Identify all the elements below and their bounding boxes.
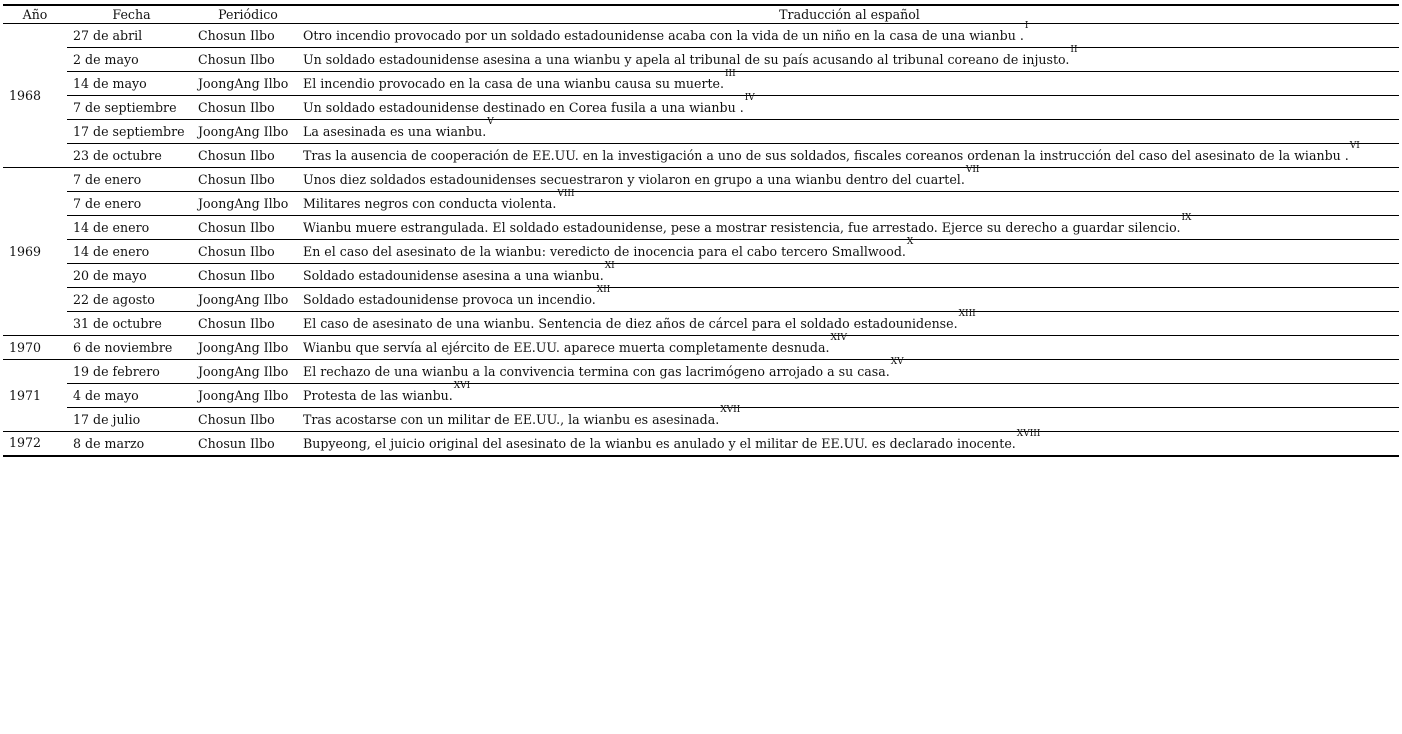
date-cell: 19 de febrero	[67, 360, 196, 384]
table-row	[3, 144, 1399, 168]
date-cell: 20 de mayo	[67, 264, 196, 288]
header-year: Año	[3, 5, 67, 24]
newspaper-cell: JoongAng Ilbo	[196, 192, 300, 216]
footnote-marker: XI	[604, 261, 615, 271]
footnote-marker: VIII	[557, 189, 575, 199]
translation-cell	[300, 261, 1399, 288]
translation-cell	[300, 405, 1399, 432]
date-cell: 14 de mayo	[67, 72, 196, 96]
date-cell: 17 de julio	[67, 408, 196, 432]
newspaper-cell: JoongAng Ilbo	[196, 72, 300, 96]
footnote-marker: IV	[744, 93, 755, 103]
translation-text: Tras la ausencia de cooperación de EE.UU. en la investigación a uno de sus soldados, fiscales coreanos ordenan la instrucción del caso del asesinato de la wianbu .	[303, 148, 1349, 163]
footnote-marker: XIII	[958, 309, 976, 319]
footnote-marker: XVIII	[1016, 428, 1041, 439]
year-cell: 1970	[3, 336, 67, 360]
newspaper-cell: Chosun Ilbo	[196, 408, 300, 432]
table-row	[3, 312, 1399, 336]
translation-text: Wianbu que servía al ejército de EE.UU. aparece muerta completamente desnuda.	[303, 340, 830, 355]
header-row	[3, 5, 1399, 24]
translation-cell	[300, 333, 1399, 360]
newspaper-cell: Chosun Ilbo	[196, 240, 300, 264]
translation-text: Unos diez soldados estadounidenses secuestraron y violaron en grupo a una wianbu dentro del cuartel.	[303, 172, 965, 187]
translation-text: Tras acostarse con un militar de EE.UU., la wianbu es asesinada.	[303, 412, 720, 427]
table-row	[3, 408, 1399, 432]
date-cell: 4 de mayo	[67, 384, 196, 408]
table-body	[3, 21, 1399, 456]
table-row	[3, 384, 1399, 408]
newspaper-cell: Chosun Ilbo	[196, 168, 300, 192]
translation-cell	[300, 117, 1399, 144]
footnote-marker: VI	[1349, 141, 1360, 151]
footnote-marker: II	[1070, 45, 1078, 55]
footnote-marker: XIV	[830, 333, 847, 343]
newspaper-cell: JoongAng Ilbo	[196, 360, 300, 384]
date-cell: 7 de enero	[67, 192, 196, 216]
table-row	[3, 216, 1399, 240]
date-cell: 7 de septiembre	[67, 96, 196, 120]
footnote-marker: VII	[965, 165, 980, 175]
newspaper-cell: JoongAng Ilbo	[196, 384, 300, 408]
table-row	[3, 360, 1399, 384]
translation-text: Un soldado estadounidense destinado en Corea fusila a una wianbu .	[303, 100, 744, 115]
translation-text: Soldado estadounidense asesina a una wianbu.	[303, 268, 604, 283]
date-cell: 2 de mayo	[67, 48, 196, 72]
translation-cell	[300, 165, 1399, 192]
footnote-marker: XII	[596, 285, 611, 295]
translation-cell	[300, 45, 1399, 72]
table-row	[3, 96, 1399, 120]
year-cell: 1971	[3, 360, 67, 432]
newspaper-cell: Chosun Ilbo	[196, 432, 300, 456]
footnote-marker: III	[725, 69, 736, 79]
table-row	[3, 288, 1399, 312]
footnote-marker: XV	[890, 357, 904, 367]
newspaper-cell: Chosun Ilbo	[196, 24, 300, 48]
translation-cell	[300, 21, 1399, 48]
translation-text: En el caso del asesinato de la wianbu: veredicto de inocencia para el cabo tercero Smallwood.	[303, 244, 906, 259]
translation-text: Militares negros con conducta violenta.	[303, 196, 557, 211]
newspaper-cell: Chosun Ilbo	[196, 216, 300, 240]
table-row	[3, 432, 1399, 456]
date-cell: 31 de octubre	[67, 312, 196, 336]
date-cell: 14 de enero	[67, 216, 196, 240]
news-table	[3, 4, 1399, 457]
newspaper-cell: Chosun Ilbo	[196, 264, 300, 288]
table-row	[3, 192, 1399, 216]
translation-text: La asesinada es una wianbu.	[303, 124, 487, 139]
translation-text: Wianbu muere estrangulada. El soldado estadounidense, pese a mostrar resistencia, fue arrestado. Ejerce su derecho a guardar silencio.	[303, 220, 1181, 235]
header-date: Fecha	[67, 5, 196, 24]
date-cell: 23 de octubre	[67, 144, 196, 168]
translation-text: El incendio provocado en la casa de una wianbu causa su muerte.	[303, 76, 724, 91]
date-cell: 7 de enero	[67, 168, 196, 192]
footnote-marker: XVII	[720, 405, 741, 415]
date-cell: 17 de septiembre	[67, 120, 196, 144]
footnote-marker: I	[1024, 21, 1029, 31]
table-row	[3, 240, 1399, 264]
translation-cell	[300, 141, 1399, 168]
footnote-marker: X	[906, 237, 914, 247]
footnote-marker: XVI	[453, 381, 471, 391]
footnote-marker: IX	[1181, 213, 1192, 223]
newspaper-cell: JoongAng Ilbo	[196, 288, 300, 312]
translation-text: Protesta de las wianbu.	[303, 388, 453, 403]
year-cell: 1972	[3, 432, 67, 456]
table-row	[3, 264, 1399, 288]
translation-text: El caso de asesinato de una wianbu. Sentencia de diez años de cárcel para el soldado estadounidense.	[303, 316, 958, 331]
table-row	[3, 168, 1399, 192]
translation-cell	[300, 213, 1399, 240]
translation-cell	[300, 93, 1399, 120]
table-row	[3, 120, 1399, 144]
newspaper-cell: Chosun Ilbo	[196, 144, 300, 168]
translation-cell	[300, 357, 1399, 384]
newspaper-cell: JoongAng Ilbo	[196, 336, 300, 360]
translation-cell	[300, 189, 1399, 216]
date-cell: 22 de agosto	[67, 288, 196, 312]
date-cell: 8 de marzo	[67, 432, 196, 456]
newspaper-cell: Chosun Ilbo	[196, 48, 300, 72]
newspaper-cell: JoongAng Ilbo	[196, 120, 300, 144]
translation-text: Bupyeong, el juicio original del asesinato de la wianbu es anulado y el militar de EE.UU. es declarado inocente.	[303, 435, 1016, 451]
header-paper: Periódico	[196, 5, 300, 24]
year-cell: 1968	[3, 24, 67, 168]
translation-cell	[300, 237, 1399, 264]
translation-cell	[300, 381, 1399, 408]
date-cell: 6 de noviembre	[67, 336, 196, 360]
table-row	[3, 24, 1399, 48]
newspaper-cell: Chosun Ilbo	[196, 96, 300, 120]
translation-cell	[300, 428, 1399, 456]
table-row	[3, 48, 1399, 72]
translation-cell	[300, 309, 1399, 336]
table-row	[3, 336, 1399, 360]
translation-cell	[300, 69, 1399, 96]
translation-text: Un soldado estadounidense asesina a una wianbu y apela al tribunal de su país acusando al tribunal coreano de injusto.	[303, 52, 1070, 67]
header-translation: Traducción al español	[300, 5, 1399, 24]
year-cell: 1969	[3, 168, 67, 336]
date-cell: 27 de abril	[67, 24, 196, 48]
translation-text: Soldado estadounidense provoca un incendio.	[303, 292, 596, 307]
footnote-marker: V	[487, 117, 494, 127]
translation-cell	[300, 285, 1399, 312]
translation-text: Otro incendio provocado por un soldado estadounidense acaba con la vida de un niño en la casa de una wianbu .	[303, 28, 1024, 43]
newspaper-cell: Chosun Ilbo	[196, 312, 300, 336]
date-cell: 14 de enero	[67, 240, 196, 264]
translation-text: El rechazo de una wianbu a la convivencia termina con gas lacrimógeno arrojado a su casa.	[303, 364, 890, 379]
table-row	[3, 72, 1399, 96]
